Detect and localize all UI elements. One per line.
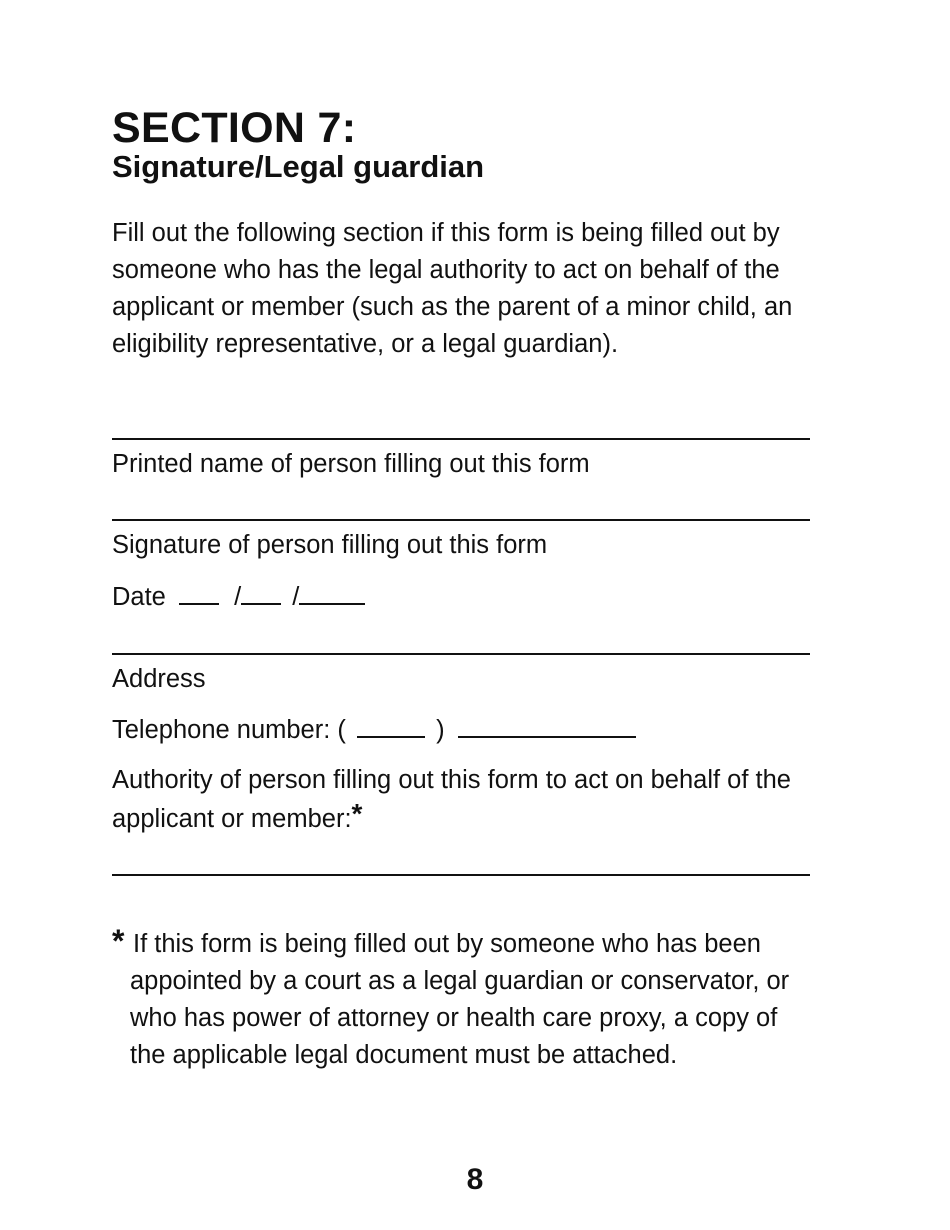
- signature-field[interactable]: [112, 519, 810, 521]
- date-label: Date: [112, 583, 166, 611]
- telephone-label: Telephone number: (: [112, 716, 346, 744]
- address-field[interactable]: [112, 653, 810, 655]
- intro-paragraph: Fill out the following section if this form is being filled out by someone who has the legal authority to act on behalf of the applicant or member (such as the parent of a minor child, an eligibility representative, or a legal guardian).: [112, 219, 793, 358]
- section-title: Signature/Legal guardian: [112, 149, 485, 184]
- authority-asterisk: *: [351, 798, 363, 829]
- page-number: 8: [466, 1163, 484, 1196]
- printed-name-label: Printed name of person filling out this form: [112, 450, 590, 478]
- date-day-field[interactable]: [241, 581, 281, 605]
- authority-text: Authority of person filling out this form to act on behalf of the applicant or member:: [112, 766, 791, 833]
- date-month-field[interactable]: [179, 581, 219, 605]
- telephone-close-paren: ): [436, 716, 445, 744]
- date-year-field[interactable]: [299, 581, 365, 605]
- signature-label: Signature of person filling out this form: [112, 531, 548, 559]
- section-number: SECTION 7:: [112, 104, 357, 152]
- telephone-area-code-field[interactable]: [357, 714, 425, 738]
- date-separator: /: [234, 583, 242, 611]
- date-separator: /: [292, 583, 300, 611]
- telephone-row: [112, 714, 636, 746]
- printed-name-field[interactable]: [112, 438, 810, 440]
- authority-label: [112, 762, 812, 838]
- telephone-number-field[interactable]: [458, 714, 636, 738]
- authority-field[interactable]: [112, 874, 810, 876]
- address-label: Address: [112, 665, 206, 693]
- date-row: [112, 581, 365, 613]
- footnote-asterisk: *: [112, 923, 125, 959]
- footnote-text: If this form is being filled out by someone who has been appointed by a court as a legal guardian or conservator, or who has power of attorney or health care proxy, a copy of the applicable legal document must be attached.: [130, 930, 790, 1069]
